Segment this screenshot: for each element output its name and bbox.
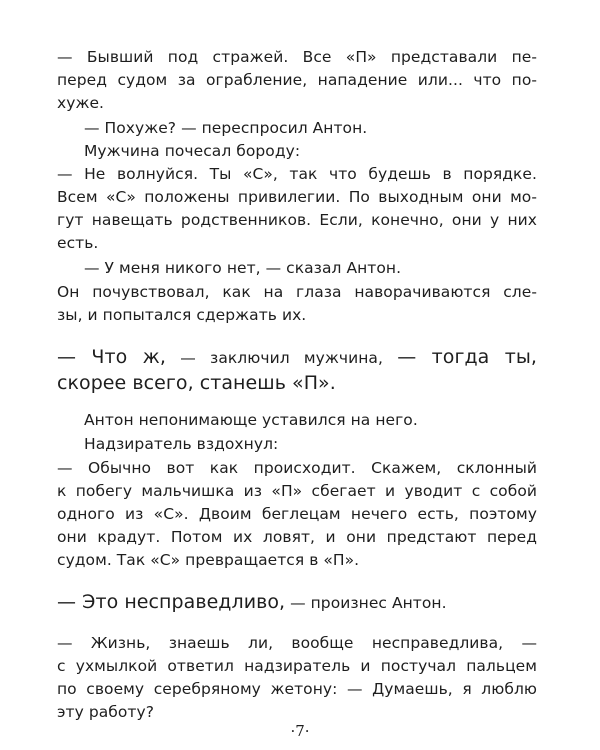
text-line: — Похуже? — переспросил Антон. — [84, 119, 368, 137]
quote-part: — Это несправедливо, — [57, 591, 286, 613]
text-line: они крадут. Потом их ловят, и они предстают перед — [57, 528, 537, 546]
text-line: Мужчина почесал бороду: — [84, 142, 301, 160]
text-line: перед судом за ограбление, нападение или... что по- — [57, 71, 537, 89]
text-line: к побегу мальчишка из «П» сбегает и уводит с собой — [57, 482, 537, 500]
narration-part: — заключил мужчина, — [180, 349, 383, 367]
text-line: Надзиратель вздохнул: — [84, 435, 279, 453]
highlighted-line — [57, 345, 537, 369]
quote-part: — тогда ты, — [397, 346, 538, 368]
text-line: одного из «С». Двоим беглецам нечего есть, поэтому — [57, 505, 537, 523]
text-line: — Обычно вот как происходит. Скажем, склонный — [57, 459, 537, 477]
text-line: с ухмылкой ответил надзиратель и постучал пальцем — [57, 657, 537, 675]
text-line: хуже. — [57, 94, 105, 112]
text-line: гут навещать родственников. Если, конечно, они у них — [57, 211, 537, 229]
text-line: эту работу? — [57, 703, 154, 721]
text-line: зы, и попытался сдержать их. — [57, 306, 307, 324]
text-line: — Не волнуйся. Ты «С», так что будешь в порядке. — [57, 165, 537, 183]
text-line: Всем «С» положены привилегии. По выходным они мо- — [57, 188, 537, 206]
page-number: ·7· — [290, 722, 310, 740]
highlighted-line: скорее всего, станешь «П». — [57, 372, 336, 394]
quote-part: — Что ж, — [57, 346, 166, 368]
text-line: — Бывший под стражей. Все «П» представали пе- — [57, 48, 537, 66]
highlighted-line — [57, 590, 537, 614]
text-line: Он почувствовал, как на глаза наворачиваются сле- — [57, 283, 537, 301]
narration-part: — произнес Антон. — [290, 594, 447, 612]
text-line: — У меня никого нет, — сказал Антон. — [84, 259, 402, 277]
text-line: Антон непонимающе уставился на него. — [84, 411, 418, 429]
text-line: судом. Так «С» превращается в «П». — [57, 551, 360, 569]
text-line: есть. — [57, 234, 99, 252]
text-line: по своему серебряному жетону: — Думаешь, я люблю — [57, 680, 537, 698]
text-line: — Жизнь, знаешь ли, вообще несправедлива, — — [57, 634, 537, 652]
